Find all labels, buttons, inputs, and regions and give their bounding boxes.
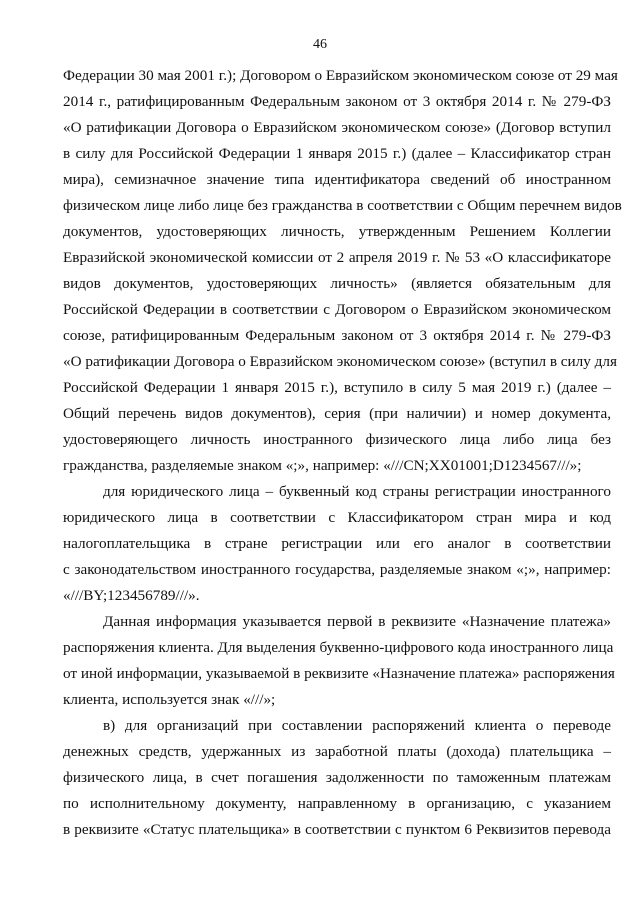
paragraph (63, 713, 611, 843)
text-line: налогоплательщика в стране регистрации или его аналог в соответствии (63, 535, 611, 552)
text-line: союзе, ратифицированным Федеральным законом от 3 октября 2014 г. № 279-ФЗ (63, 327, 611, 344)
text-line: Общий перечень видов документов), серия (при наличии) и номер документа, (63, 405, 611, 422)
text-line: клиента, используется знак «///»; (63, 691, 276, 708)
text-line: физическом лице либо лице без гражданства в соответствии с Общим перечнем видов (63, 197, 622, 214)
text-line: «///BY;123456789///». (63, 587, 200, 604)
text-line: Евразийской экономической комиссии от 2 апреля 2019 г. № 53 «О классификаторе (63, 249, 611, 266)
text-line: гражданства, разделяемые знаком «;», например: «///CN;XX01001;D1234567///»; (63, 457, 582, 474)
text-line: в реквизите «Статус плательщика» в соответствии с пунктом 6 Реквизитов перевода (63, 821, 611, 838)
text-line: для юридического лица – буквенный код страны регистрации иностранного (103, 483, 611, 500)
text-line: Российской Федерации 1 января 2015 г.), вступило в силу 5 мая 2019 г.) (далее – (63, 379, 611, 396)
text-line: от иной информации, указываемой в реквизите «Назначение платежа» распоряжения (63, 665, 615, 682)
text-line: с законодательством иностранного государства, разделяемые знаком «;», например: (63, 561, 611, 578)
paragraph (63, 63, 622, 479)
text-line: юридического лица в соответствии с Классификатором стран мира и код (63, 509, 611, 526)
paragraph (63, 479, 611, 609)
text-line: Российской Федерации в соответствии с Договором о Евразийском экономическом (63, 301, 611, 318)
text-line: денежных средств, удержанных из заработной платы (дохода) плательщика – (63, 743, 611, 760)
text-line: видов документов, удостоверяющих личность» (является обязательным для (63, 275, 611, 292)
document-body (63, 63, 622, 843)
text-line: «О ратификации Договора о Евразийском экономическом союзе» (вступил в силу для (63, 353, 617, 370)
text-line: удостоверяющего личность иностранного физического лица либо лица без (63, 431, 611, 448)
text-line: физического лица, в счет погашения задолженности по таможенным платежам (63, 769, 611, 786)
text-line: Данная информация указывается первой в реквизите «Назначение платежа» (103, 613, 611, 630)
page-number: 46 (313, 37, 327, 52)
text-line: по исполнительному документу, направленному в организацию, с указанием (63, 795, 611, 812)
text-line: «О ратификации Договора о Евразийском экономическом союзе» (Договор вступил (63, 119, 611, 136)
text-line: документов, удостоверяющих личность, утвержденным Решением Коллегии (63, 223, 611, 240)
text-line: в силу для Российской Федерации 1 января 2015 г.) (далее – Классификатор стран (63, 145, 611, 162)
paragraph (63, 609, 615, 713)
text-line: Федерации 30 мая 2001 г.); Договором о Евразийском экономическом союзе от 29 мая (63, 67, 618, 84)
text-line: 2014 г., ратифицированным Федеральным законом от 3 октября 2014 г. № 279-ФЗ (63, 93, 611, 110)
text-line: мира), семизначное значение типа идентификатора сведений об иностранном (63, 171, 611, 188)
text-line: в) для организаций при составлении распоряжений клиента о переводе (103, 717, 611, 734)
text-line: распоряжения клиента. Для выделения буквенно-цифрового кода иностранного лица (63, 639, 614, 656)
